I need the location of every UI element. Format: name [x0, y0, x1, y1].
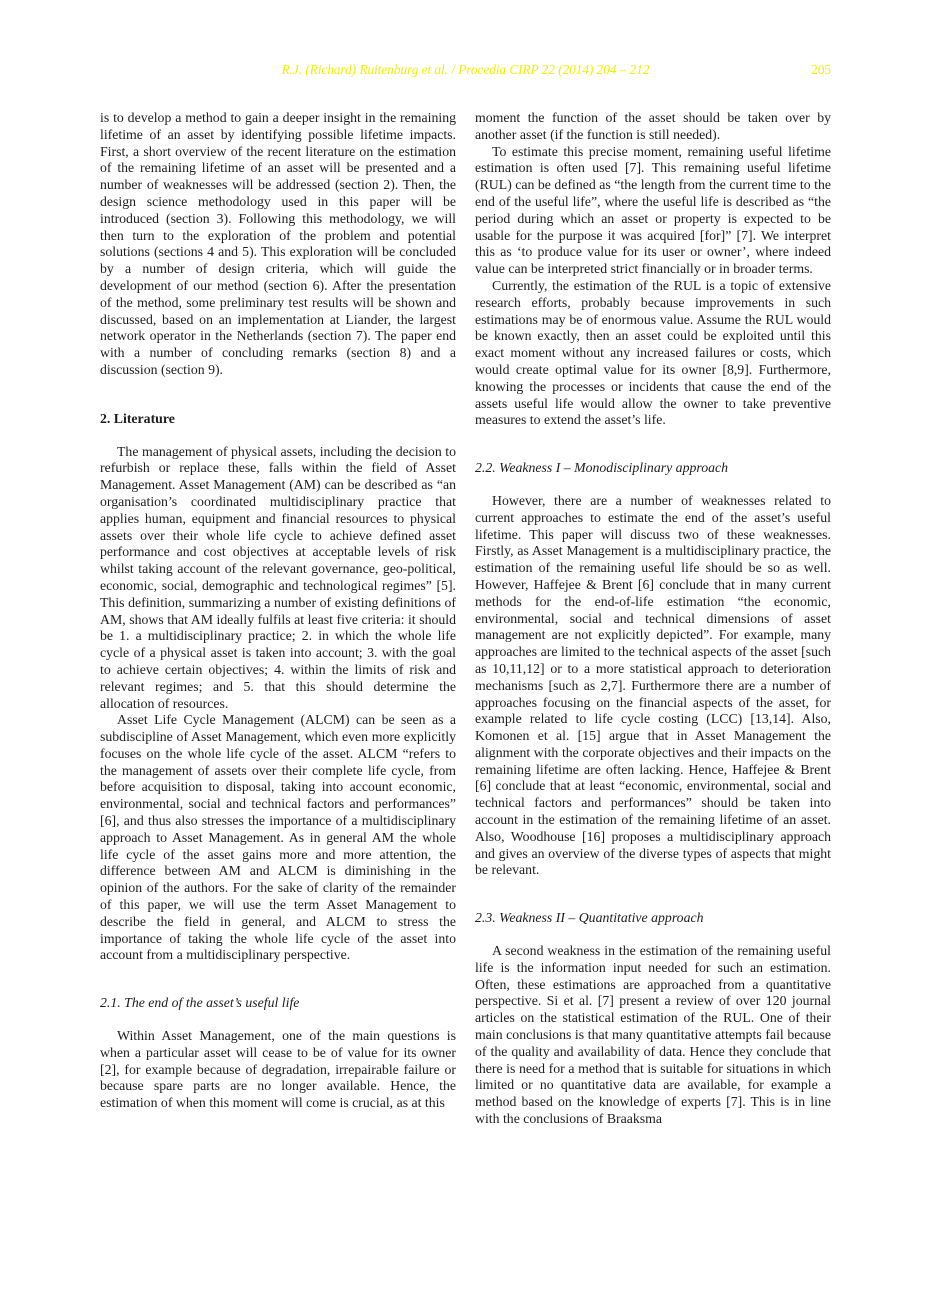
paragraph: Currently, the estimation of the RUL is a topic of extensive research efforts, probably because improvements in such estimations may be of enormous value. Assume the RUL would be known exactly, then an asset could be exploited until this exact moment without any increased failures or costs, which would create optimal value for its owner [8,9]. Furthermore, knowing the processes or incidents that cause the end of the assets useful life would allow the owner to take preventive measures to extend the asset’s life. [475, 277, 831, 428]
paragraph: Asset Life Cycle Management (ALCM) can be seen as a subdiscipline of Asset Management, which even more explicitly focuses on the whole life cycle of the asset. ALCM “refers to the management of assets over their complete life cycle, from before acquisition to disposal, taking into account economic, environmental, social and technical factors and performances” [6], and thus also stresses the importance of a multidisciplinary approach to Asset Management. As in general AM the whole life cycle of the asset gains more and more attention, the difference between AM and ALCM is diminishing in the opinion of the authors. For the sake of clarity of the remainder of this paper, we will use the term Asset Management to describe the field in general, and ALCM to stress the importance of taking the whole life cycle of the asset into account from a multidisciplinary perspective. [100, 712, 456, 963]
paragraph: moment the function of the asset should be taken over by another asset (if the function is still needed). [475, 110, 831, 142]
paragraph: is to develop a method to gain a deeper insight in the remaining lifetime of an asset by identifying possible lifetime impacts. First, a short overview of the recent literature on the estimation of the remaining lifetime of an asset will be presented and a number of weaknesses will be addressed (section 2). Then, the design science methodology used in this paper will be introduced (section 3). Following this methodology, we will then turn to the exploration of the problem and potential solutions (sections 4 and 5). This exploration will be concluded by a number of design criteria, which will guide the development of our method (section 6). After the presentation of the method, some preliminary test results will be shown and discussed, based on an implementation at Liander, the largest network operator in the Netherlands (section 7). The paper end with a number of concluding remarks (section 8) and a discussion (section 9). [100, 110, 456, 377]
left-column [100, 110, 456, 1128]
right-column [475, 110, 831, 1128]
running-header [100, 62, 831, 82]
paragraph: The management of physical assets, including the decision to refurbish or replace these, falls within the field of Asset Management. Asset Management (AM) can be described as “an organisation’s coordinated multidisciplinary practice that applies human, equipment and financial resources to physical assets over their whole life cycle to achieve defined asset performance and cost objectives at acceptable levels of risk whilst taking account of the relevant governance, geo-political, economic, social, demographic and technological regimes” [5]. This definition, summarizing a number of existing definitions of AM, shows that AM ideally fulfils at least five criteria: it should be 1. a multidisciplinary practice; 2. in which the whole life cycle of a physical asset is taken into account; 3. with the goal to achieve certain objectives; 4. within the limits of risk and relevant regimes; and 5. that this should determine the allocation of resources. [100, 443, 456, 711]
page-number: 205 [811, 62, 831, 77]
subsection-heading-2-3: 2.3. Weakness II – Quantitative approach [475, 910, 704, 926]
paragraph: A second weakness in the estimation of the remaining useful life is the information input needed for such an estimation. Often, these estimations are approached from a quantitative perspective. Si et al. [7] present a review of over 120 journal articles on the statistical estimation of the RUL. One of their main conclusions is that many quantitative attempts fail because of the quality and availability of data. Hence they conclude that there is need for a method that is suitable for situations in which limited or no quantitative data are available, for example a method based on the knowledge of experts [7]. This is in line with the conclusions of Braaksma [475, 943, 831, 1127]
paper-page [100, 62, 831, 1128]
paragraph: To estimate this precise moment, remaining useful lifetime estimation is often used [7]. This remaining useful lifetime (RUL) can be defined as “the length from the current time to the end of the useful life”, where the useful life is described as “the period during which an asset or property is expected to be usable for the purpose it was acquired [for]” [7]. We interpret this as ‘to produce value for its user or owner’, where indeed value can be interpreted strict financially or in broader terms. [475, 143, 831, 277]
two-column-body [100, 110, 831, 1128]
subsection-heading-2-1: 2.1. The end of the asset’s useful life [100, 995, 300, 1011]
paragraph: However, there are a number of weaknesses related to current approaches to estimate the end of the asset’s useful lifetime. This paper will discuss two of these weaknesses. Firstly, as Asset Management is a multidisciplinary practice, the estimation of the remaining useful life should be so as well. However, Haffejee & Brent [6] conclude that in many current methods for the end-of-life estimation “the economic, environmental, social and technical dimensions of asset management are not explicitly depicted”. For example, many approaches are limited to the technical aspects of the asset [such as 10,11,12] or to a more statistical approach to deterioration mechanisms [such as 2,7]. Furthermore there are a number of approaches focusing on the financial aspects of the asset, for example related to life cycle costing (LCC) [13,14]. Also, Komonen et al. [15] argue that in Asset Management the alignment with the corporate objectives and their impacts on the remaining lifetime are often lacking. Hence, Haffejee & Brent [6] conclude that at least “economic, environmental, social and technical factors and performances” should be taken into account in the estimation of the remaining lifetime of an asset. Also, Woodhouse [16] proposes a multidisciplinary approach and gives an overview of the diverse types of aspects that might be relevant. [475, 492, 831, 878]
subsection-heading-2-2: 2.2. Weakness I – Monodisciplinary approach [475, 460, 729, 476]
section-heading-literature: 2. Literature [100, 410, 175, 426]
running-title: R.J. (Richard) Ruitenburg et al. / Procedia CIRP 22 (2014) 204 – 212 [281, 62, 650, 77]
paragraph: Within Asset Management, one of the main questions is when a particular asset will cease to be of value for its owner [2], for example because of degradation, irrepairable failure or because spare parts are no longer available. Hence, the estimation of when this moment will come is crucial, as at this [100, 1028, 456, 1111]
